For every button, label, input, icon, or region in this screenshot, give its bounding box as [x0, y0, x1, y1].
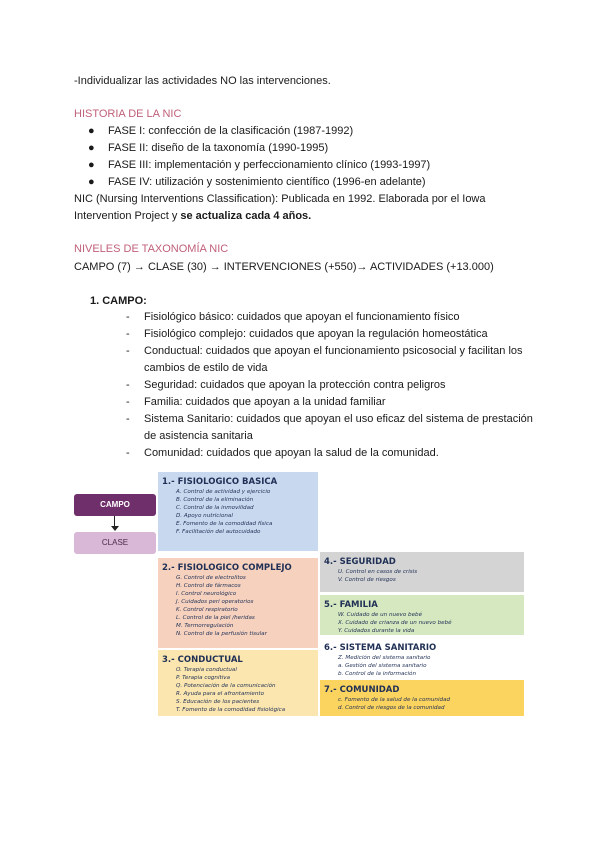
- panel-title: 6.- SISTEMA SANITARIO: [324, 643, 437, 653]
- panel-item: R. Ayuda para el afrontamiento: [176, 691, 265, 697]
- panel-item: L. Control de la piel /heridas: [176, 615, 255, 621]
- nic-description-line1: NIC (Nursing Interventions Classification): Publicada en 1992. Elaborada por el Iowa: [74, 193, 486, 205]
- panel-item: H. Control de fármacos: [176, 583, 241, 589]
- campo-item: - Familia: cuidados que apoyan a la unidad familiar: [126, 396, 386, 408]
- campo-item: - Sistema Sanitario: cuidados que apoyan el uso eficaz del sistema de prestación de asistencia sanitaria: [126, 413, 533, 442]
- panel-item: C. Control de la inmovilidad: [176, 505, 254, 511]
- campo-box: CAMPO: [74, 494, 156, 516]
- fase-item: ● FASE IV: utilización y sostenimiento científico (1996-en adelante): [88, 176, 426, 188]
- panel-item: F. Facilitación del autocuidado: [176, 529, 261, 535]
- panel-item: K. Control respiratorio: [176, 607, 238, 613]
- panel-item: I. Control neurológico: [176, 591, 237, 597]
- panel-item: c. Fomento de la salud de la comunidad: [338, 697, 451, 703]
- campo-item: - Comunidad: cuidados que apoyan la salud de la comunidad.: [126, 447, 439, 459]
- fase-item: ● FASE I: confección de la clasificación (1987-1992): [88, 125, 354, 137]
- bullet-icon: ●: [88, 125, 95, 137]
- panel-item: M. Termorregulación: [176, 623, 234, 629]
- campo-item: - Fisiológico complejo: cuidados que apoyan la regulación homeostática: [126, 328, 488, 340]
- panel-title: 7.- COMUNIDAD: [324, 685, 400, 695]
- panel-item: S. Educación de los pacientes: [176, 699, 260, 705]
- panel-title: 2.- FISIOLOGICO COMPLEJO: [162, 563, 292, 573]
- panel-item: N. Control de la perfusión tisular: [176, 631, 267, 637]
- panel-item: V. Control de riesgos: [338, 577, 396, 583]
- taxonomy-figure: [74, 472, 524, 716]
- panel-title: 1.- FISIOLOGICO BASICA: [162, 477, 278, 487]
- panel-item: Z. Medición del sistema sanitario: [338, 655, 431, 661]
- niveles-heading: NIVELES DE TAXONOMÍA NIC: [74, 243, 229, 255]
- arrow-head-icon: [111, 526, 119, 531]
- panel-item: B. Control de la eliminación: [176, 497, 254, 503]
- panel-item: W. Cuidado de un nuevo bebé: [338, 612, 423, 618]
- niveles-line: CAMPO (7) → CLASE (30) → INTERVENCIONES (+550)→ ACTIVIDADES (+13.000): [74, 261, 494, 273]
- panel-item: Q. Potenciación de la comunicación: [176, 683, 276, 689]
- panel-item: U. Control en casos de crisis: [338, 569, 418, 575]
- panel-fisiologico-complejo: [158, 558, 318, 648]
- panel-item: a. Gestión del sistema sanitario: [338, 663, 427, 669]
- panel-title: 4.- SEGURIDAD: [324, 557, 396, 567]
- campo-item: - Conductual: cuidados que apoyan el funcionamiento psicosocial y facilitan los cambios de estilo de vida: [126, 345, 523, 374]
- campo-item: - Fisiológico básico: cuidados que apoyan el funcionamiento físico: [126, 311, 460, 323]
- panel-seguridad: [320, 552, 524, 592]
- historia-heading: HISTORIA DE LA NIC: [74, 108, 182, 120]
- panel-item: X. Cuidado de crianza de un nuevo bebé: [338, 620, 452, 626]
- panel-fisiologico-basico: [158, 472, 318, 551]
- panel-item: P. Terapia cognitiva: [176, 675, 230, 681]
- panel-title: 5.- FAMILIA: [324, 600, 378, 610]
- panel-item: O. Terapia conductual: [176, 667, 237, 673]
- campo-item: - Seguridad: cuidados que apoyan la protección contra peligros: [126, 379, 446, 391]
- fase-item: ● FASE III: implementación y perfeccionamiento clínico (1993-1997): [88, 159, 431, 171]
- panel-item: d. Control de riesgos de la comunidad: [338, 705, 445, 711]
- panel-item: b. Control de la información: [338, 671, 417, 677]
- panel-conductual: [158, 650, 318, 716]
- panel-item: E. Fomento de la comodidad física: [176, 521, 273, 527]
- panel-sistema-sanitario: [320, 638, 524, 678]
- panel-item: T. Fomento de la comodidad fisiológica: [176, 707, 286, 713]
- bullet-icon: ●: [88, 159, 95, 171]
- panel-item: J. Cuidados peri operatorios: [176, 599, 254, 605]
- nic-description-line2: Intervention Project y se actualiza cada 4 años.: [74, 210, 312, 222]
- panel-item: A. Control de actividad y ejercicio: [176, 489, 271, 495]
- panel-item: D. Apoyo nutricional: [176, 513, 233, 519]
- panel-item: Y. Cuidados durante la vida: [338, 628, 415, 634]
- panel-item: G. Control de electrolitos: [176, 575, 246, 581]
- bullet-icon: ●: [88, 142, 95, 154]
- intro-line: -Individualizar las actividades NO las intervenciones.: [74, 75, 331, 87]
- fase-item: ● FASE II: diseño de la taxonomía (1990-1995): [88, 142, 329, 154]
- clase-box: CLASE: [74, 532, 156, 554]
- panel-comunidad: [320, 680, 524, 716]
- bullet-icon: ●: [88, 176, 95, 188]
- panel-title: 3.- CONDUCTUAL: [162, 655, 243, 665]
- panel-familia: [320, 595, 524, 635]
- campo-heading: 1. CAMPO:: [90, 295, 147, 307]
